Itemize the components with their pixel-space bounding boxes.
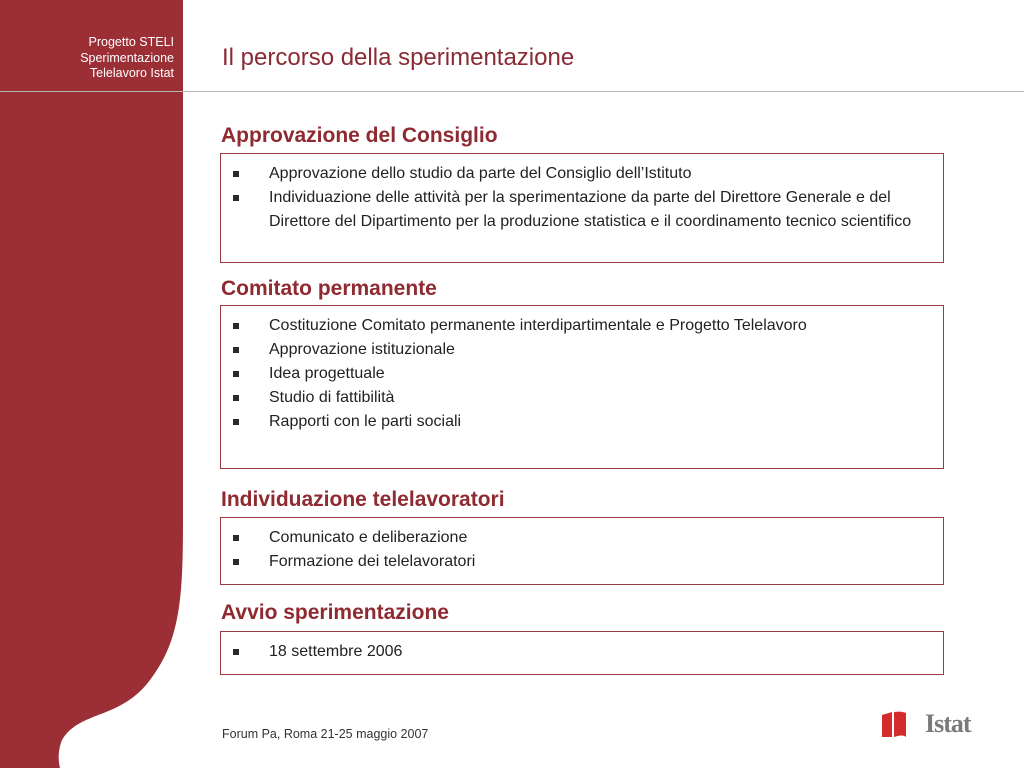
section-box-approvazione [220, 153, 944, 263]
list-item-text: 18 settembre 2006 [269, 643, 403, 660]
list-item-text: Studio di fattibilità [269, 389, 395, 406]
bullet-icon [233, 649, 239, 655]
sidebar-title-line-3: Telelavoro Istat [89, 66, 174, 80]
bullet-icon [233, 395, 239, 401]
sidebar-title-line-2: Sperimentazione [80, 50, 174, 65]
bullet-icon [233, 535, 239, 541]
sidebar-title-line-1: Progetto STELI [88, 35, 174, 49]
bullet-icon [233, 323, 239, 329]
section-heading-avvio: Avvio sperimentazione [221, 601, 449, 624]
list-item [221, 162, 943, 186]
section-box-avvio [220, 631, 944, 675]
sidebar-background [0, 0, 190, 768]
bullet-list [221, 314, 943, 434]
section-heading-telelavoratori: Individuazione telelavoratori [221, 488, 505, 511]
section-box-telelavoratori [220, 517, 944, 585]
bullet-icon [233, 195, 239, 201]
list-item [221, 410, 943, 434]
bullet-icon [233, 171, 239, 177]
bullet-icon [233, 419, 239, 425]
list-item [221, 314, 943, 338]
section-box-comitato [220, 305, 944, 469]
list-item [221, 362, 943, 386]
page-title: Il percorso della sperimentazione [222, 44, 575, 71]
list-item-text: Rapporti con le parti sociali [269, 413, 462, 430]
bullet-icon [233, 371, 239, 377]
list-item [221, 640, 943, 664]
list-item-text: Comunicato e deliberazione [269, 529, 468, 546]
list-item [221, 526, 943, 550]
istat-logo-text: Istat [925, 709, 971, 738]
footer-text: Forum Pa, Roma 21-25 maggio 2007 [222, 727, 429, 741]
list-item-text: Approvazione dello studio da parte del Consiglio dell’Istituto [269, 165, 692, 182]
list-item-text: Formazione dei telelavoratori [269, 553, 476, 570]
section-heading-approvazione: Approvazione del Consiglio [221, 124, 498, 147]
bullet-list [221, 640, 943, 664]
list-item [221, 186, 943, 234]
bullet-list [221, 526, 943, 574]
list-item [221, 338, 943, 362]
bullet-icon [233, 559, 239, 565]
header-divider [0, 91, 1024, 92]
list-item-text: Approvazione istituzionale [269, 341, 455, 358]
list-item [221, 386, 943, 410]
list-item-text: Individuazione delle attività per la sperimentazione da parte del Direttore Generale e del Direttore del Dipartimento per la produzione statistica e il coordinamento tecnico scientifico [269, 189, 912, 230]
section-heading-comitato: Comitato permanente [221, 277, 437, 300]
bullet-icon [233, 347, 239, 353]
sidebar-title [0, 35, 174, 82]
bullet-list [221, 162, 943, 234]
list-item-text: Costituzione Comitato permanente interdipartimentale e Progetto Telelavoro [269, 317, 807, 334]
list-item [221, 550, 943, 574]
list-item-text: Idea progettuale [269, 365, 385, 382]
